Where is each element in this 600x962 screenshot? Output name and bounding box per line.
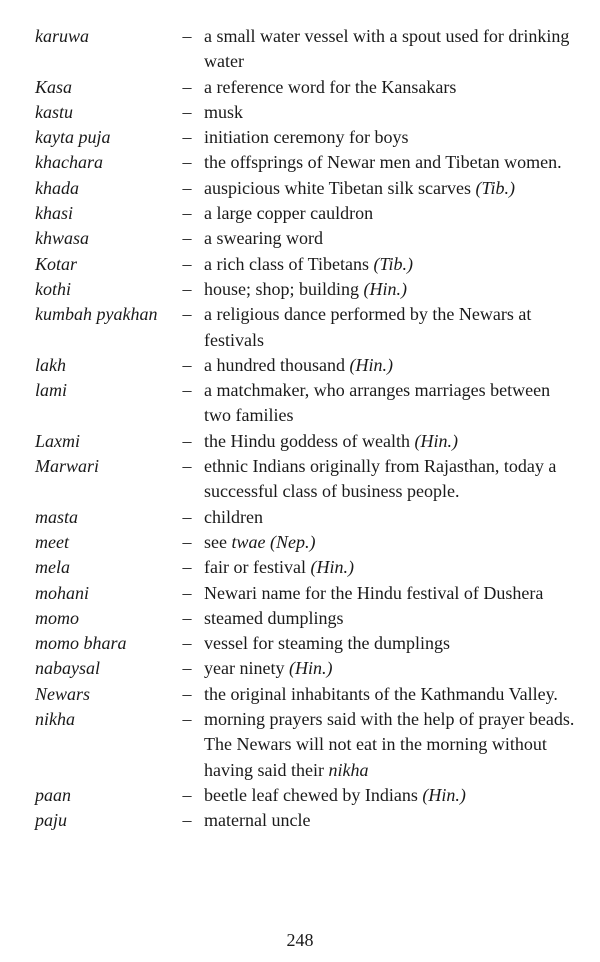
- glossary-term: kayta puja: [35, 127, 111, 148]
- glossary-entry: [35, 530, 580, 555]
- glossary-term: khada: [35, 177, 79, 198]
- entry-dash: –: [182, 304, 192, 325]
- entry-dash: –: [182, 683, 192, 704]
- glossary-entry: [35, 429, 580, 454]
- glossary-definition: [201, 454, 580, 505]
- glossary-term: paan: [35, 784, 71, 805]
- glossary-term: Kotar: [35, 253, 78, 274]
- definition-italic-text: (Hin.): [288, 658, 333, 679]
- glossary-definition: [201, 707, 580, 783]
- entry-dash: –: [182, 354, 192, 375]
- page-number: 248: [286, 930, 314, 950]
- glossary-definition: [201, 606, 580, 631]
- definition-text: a reference word for the Kansakars: [204, 76, 457, 97]
- entry-dash: –: [182, 253, 192, 274]
- glossary-list: [35, 24, 580, 834]
- glossary-definition: [201, 201, 580, 226]
- glossary-definition: [201, 378, 580, 429]
- entry-dash: –: [182, 76, 192, 97]
- definition-text: a religious dance performed by the Newars at festivals: [204, 304, 532, 350]
- glossary-entry: [35, 24, 580, 75]
- glossary-entry: [35, 682, 580, 707]
- glossary-term: Newars: [35, 683, 91, 704]
- entry-dash: –: [182, 506, 192, 527]
- glossary-definition: [201, 24, 580, 75]
- entry-dash: –: [182, 456, 192, 477]
- definition-text: children: [204, 506, 263, 527]
- definition-text: maternal uncle: [204, 810, 311, 831]
- glossary-definition: [201, 125, 580, 150]
- glossary-term: kastu: [35, 101, 73, 122]
- glossary-term: kothi: [35, 278, 71, 299]
- definition-text: fair or festival: [204, 557, 311, 578]
- glossary-entry: [35, 302, 580, 353]
- definition-italic-text: (Hin.): [422, 784, 466, 805]
- glossary-definition: [201, 631, 580, 656]
- glossary-definition: [201, 252, 580, 277]
- glossary-definition: [201, 656, 580, 681]
- definition-text: a swearing word: [204, 228, 323, 249]
- glossary-entry: [35, 783, 580, 808]
- entry-dash: –: [182, 633, 192, 654]
- glossary-definition: [201, 429, 580, 454]
- glossary-entry: [35, 581, 580, 606]
- definition-text: see: [204, 531, 232, 552]
- glossary-entry: [35, 378, 580, 429]
- entry-dash: –: [182, 228, 192, 249]
- glossary-term: khasi: [35, 203, 73, 224]
- glossary-definition: [201, 581, 580, 606]
- glossary-entry: [35, 707, 580, 783]
- glossary-term: nabaysal: [35, 658, 100, 679]
- glossary-term: momo: [35, 607, 79, 628]
- entry-dash: –: [182, 430, 192, 451]
- entry-dash: –: [182, 557, 192, 578]
- definition-italic-text: (Hin.): [310, 557, 354, 578]
- definition-text: vessel for steaming the dumplings: [204, 633, 450, 654]
- glossary-definition: [201, 682, 580, 707]
- definition-italic-text: (Tib.): [373, 253, 413, 274]
- glossary-definition: [201, 226, 580, 251]
- glossary-entry: [35, 201, 580, 226]
- glossary-term: momo bhara: [35, 633, 127, 654]
- glossary-definition: [201, 555, 580, 580]
- glossary-entry: [35, 125, 580, 150]
- entry-dash: –: [182, 26, 192, 46]
- glossary-definition: [201, 176, 580, 201]
- glossary-definition: [201, 150, 580, 175]
- glossary-term: Kasa: [35, 76, 73, 97]
- glossary-entry: [35, 277, 580, 302]
- glossary-term: mela: [35, 557, 70, 578]
- definition-text: a large copper cauldron: [204, 203, 374, 224]
- glossary-term: mohani: [35, 582, 89, 603]
- entry-dash: –: [182, 152, 192, 173]
- glossary-term: paju: [35, 810, 68, 831]
- definition-text: year ninety: [204, 658, 289, 679]
- glossary-definition: [201, 75, 580, 100]
- definition-italic-text: (Hin.): [349, 354, 393, 375]
- definition-text: the original inhabitants of the Kathmandu Valley.: [204, 683, 558, 704]
- glossary-term: lami: [35, 380, 68, 401]
- glossary-entry: [35, 100, 580, 125]
- glossary-entry: [35, 808, 580, 833]
- glossary-entry: [35, 150, 580, 175]
- glossary-term: Marwari: [35, 456, 100, 477]
- definition-text: house; shop; building: [204, 278, 364, 299]
- glossary-term: khachara: [35, 152, 103, 173]
- entry-dash: –: [182, 784, 192, 805]
- entry-dash: –: [182, 380, 192, 401]
- entry-dash: –: [182, 582, 192, 603]
- entry-dash: –: [182, 203, 192, 224]
- glossary-entry: [35, 505, 580, 530]
- definition-text: musk: [204, 101, 244, 122]
- glossary-term: kumbah pyakhan: [35, 304, 158, 325]
- glossary-entry: [35, 656, 580, 681]
- glossary-entry: [35, 226, 580, 251]
- glossary-entry: [35, 252, 580, 277]
- glossary-definition: [201, 277, 580, 302]
- glossary-term: Laxmi: [35, 430, 80, 451]
- glossary-definition: [201, 783, 580, 808]
- glossary-definition: [201, 505, 580, 530]
- definition-text: the Hindu goddess of wealth: [204, 430, 415, 451]
- glossary-definition: [201, 100, 580, 125]
- glossary-entry: [35, 454, 580, 505]
- definition-text: beetle leaf chewed by Indians: [204, 784, 423, 805]
- glossary-term: masta: [35, 506, 79, 527]
- definition-text: ethnic Indians originally from Rajasthan, today a successful class of business people.: [204, 456, 557, 502]
- definition-italic-text: (Hin.): [363, 278, 408, 299]
- definition-text: steamed dumplings: [204, 607, 344, 628]
- definition-italic-text: nikha: [328, 759, 369, 780]
- definition-text: a rich class of Tibetans: [204, 253, 374, 274]
- glossary-term: khwasa: [35, 228, 89, 249]
- glossary-entry: [35, 555, 580, 580]
- glossary-definition: [201, 530, 580, 555]
- definition-italic-text: (Tib.): [475, 177, 515, 198]
- definition-text: a small water vessel with a spout used for drinking water: [204, 26, 570, 72]
- entry-dash: –: [182, 101, 192, 122]
- definition-text: a hundred thousand: [204, 354, 350, 375]
- entry-dash: –: [182, 531, 192, 552]
- entry-dash: –: [182, 127, 192, 148]
- definition-text: morning prayers said with the help of prayer beads. The Newars will not eat in the morning without having said their: [204, 709, 575, 780]
- glossary-entry: [35, 631, 580, 656]
- definition-text: initiation ceremony for boys: [204, 127, 409, 148]
- definition-italic-text: twae (Nep.): [231, 531, 316, 552]
- glossary-definition: [201, 353, 580, 378]
- glossary-entry: [35, 606, 580, 631]
- glossary-entry: [35, 75, 580, 100]
- glossary-entry: [35, 176, 580, 201]
- entry-dash: –: [182, 810, 192, 831]
- entry-dash: –: [182, 607, 192, 628]
- glossary-term: lakh: [35, 354, 66, 375]
- entry-dash: –: [182, 658, 192, 679]
- entry-dash: –: [182, 278, 192, 299]
- definition-text: the offsprings of Newar men and Tibetan women.: [204, 152, 562, 173]
- glossary-term: nikha: [35, 709, 75, 730]
- glossary-term: meet: [35, 531, 69, 552]
- entry-dash: –: [182, 709, 192, 730]
- definition-text: Newari name for the Hindu festival of Dushera: [204, 582, 544, 603]
- definition-text: a matchmaker, who arranges marriages between two families: [204, 380, 551, 426]
- definition-italic-text: (Hin.): [414, 430, 458, 451]
- glossary-definition: [201, 302, 580, 353]
- entry-dash: –: [182, 177, 192, 198]
- glossary-entry: [35, 353, 580, 378]
- definition-text: auspicious white Tibetan silk scarves: [204, 177, 476, 198]
- glossary-definition: [201, 808, 580, 833]
- glossary-term: karuwa: [35, 26, 89, 46]
